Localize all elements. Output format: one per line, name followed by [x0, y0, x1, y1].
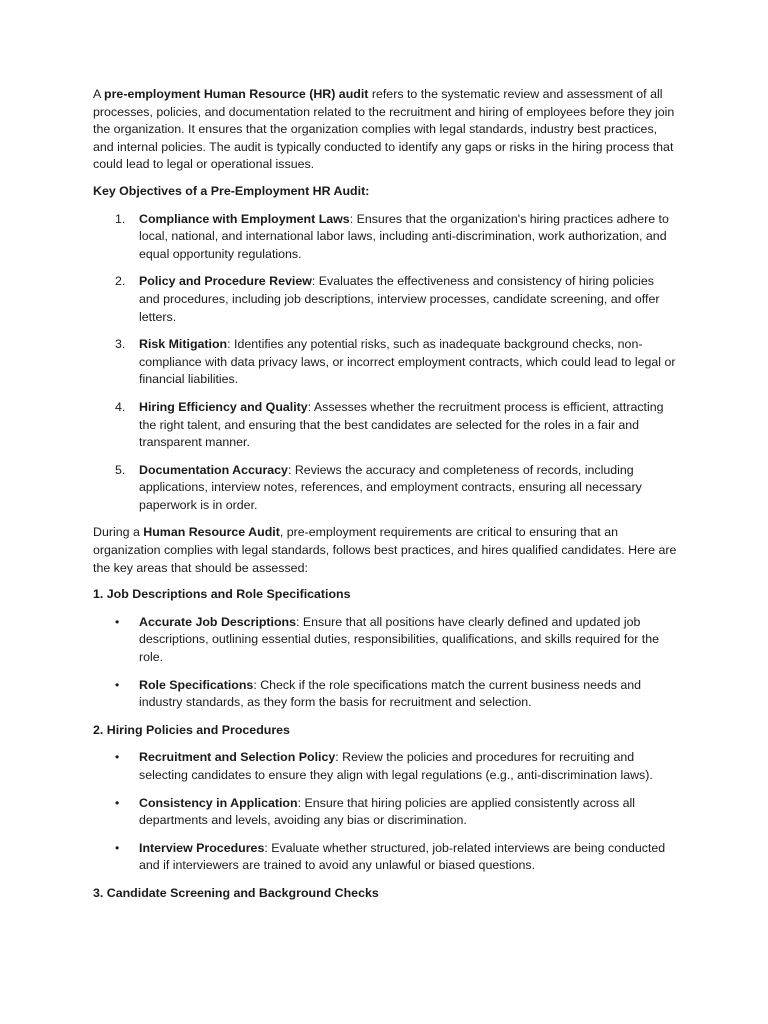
during-prefix: During a — [93, 525, 144, 540]
objectives-heading: Key Objectives of a Pre-Employment HR Audit: — [93, 183, 370, 198]
objective-item — [93, 399, 678, 452]
bullet-desc: : Check if the role specifications match the current business needs and industry standards, as they form the basis for recruitment and selection. — [139, 677, 642, 710]
bullet-item — [93, 840, 678, 875]
bullet-term: Consistency in Application — [139, 795, 298, 810]
list-number: 2. — [115, 274, 126, 289]
bullet-icon: • — [115, 795, 120, 810]
objective-term: Hiring Efficiency and Quality — [139, 399, 308, 414]
objective-item — [93, 336, 678, 389]
bullet-desc: : Ensure that hiring policies are applied consistently across all departments and levels, avoiding any bias or discrimination. — [139, 795, 636, 828]
intro-bold-term: pre-employment Human Resource (HR) audit — [104, 87, 369, 101]
bullet-term: Interview Procedures — [139, 840, 265, 855]
bullet-icon: • — [115, 750, 120, 765]
objective-desc: : Identifies any potential risks, such as inadequate background checks, non-compliance with data privacy laws, or incorrect employment contracts, which could lead to legal or financial liabilities. — [139, 337, 676, 387]
list-number: 5. — [115, 462, 126, 477]
objective-term: Risk Mitigation — [139, 337, 228, 352]
objective-desc: : Assesses whether the recruitment process is efficient, attracting the right talent, and ensuring that the best candidates are selected for the roles in a fair and transparent manner. — [139, 399, 664, 450]
objective-term: Compliance with Employment Laws — [139, 211, 350, 226]
section-heading-2: 2. Hiring Policies and Procedures — [93, 722, 290, 737]
bullet-desc: : Ensure that all positions have clearly defined and updated job descriptions, outlining essential duties, responsibilities, qualifications, and skills required for the role. — [139, 614, 659, 665]
during-bold-term: Human Resource Audit — [143, 525, 280, 540]
objective-item — [93, 462, 678, 515]
bullet-term: Recruitment and Selection Policy — [139, 750, 336, 765]
during-paragraph — [93, 524, 678, 577]
bullet-icon: • — [115, 677, 120, 692]
section-heading-3: 3. Candidate Screening and Background Checks — [93, 885, 379, 900]
bullet-icon: • — [115, 614, 120, 629]
objective-item — [93, 273, 678, 326]
list-number: 3. — [115, 337, 126, 352]
section-heading-1: 1. Job Descriptions and Role Specifications — [93, 587, 351, 602]
objectives-list — [93, 211, 678, 515]
document-body — [93, 86, 678, 913]
during-text: , pre-employment requirements are critical to ensuring that an organization complies with legal standards, follows best practices, and hires qualified candidates. Here are the key areas that should be assessed: — [93, 525, 677, 575]
objective-term: Documentation Accuracy — [139, 462, 288, 477]
section2-list — [93, 749, 678, 875]
intro-paragraph — [93, 86, 678, 174]
bullet-desc: : Evaluate whether structured, job-related interviews are being conducted and if interviewers are trained to avoid any unlawful or biased questions. — [139, 840, 666, 873]
objective-term: Policy and Procedure Review — [139, 274, 312, 289]
objective-desc: : Reviews the accuracy and completeness of records, including applications, interview notes, references, and employment contracts, ensuring all necessary paperwork is in order. — [139, 462, 642, 512]
bullet-item — [93, 614, 678, 667]
bullet-item — [93, 677, 678, 712]
objective-desc: : Ensures that the organization's hiring practices adhere to local, national, and international labor laws, including anti-discrimination, work authorization, and equal opportunity regulations. — [139, 211, 669, 261]
intro-text: refers to the systematic review and assessment of all processes, policies, and documentation related to the recruitment and hiring of employees before they join the organization. It ensures that the organization complies with legal standards, industry best practices, and internal policies. The audit is typically conducted to identify any gaps or risks in the hiring process that could lead to legal or operational issues. — [93, 87, 675, 172]
list-number: 4. — [115, 399, 126, 414]
bullet-icon: • — [115, 840, 120, 855]
bullet-term: Accurate Job Descriptions — [139, 614, 296, 629]
section1-list — [93, 614, 678, 712]
intro-prefix: A — [93, 87, 105, 101]
objective-item — [93, 211, 678, 264]
bullet-desc: : Review the policies and procedures for recruiting and selecting candidates to ensure they align with legal regulations (e.g., anti-discrimination laws). — [139, 750, 653, 782]
bullet-term: Role Specifications — [139, 677, 254, 692]
list-number: 1. — [115, 211, 126, 226]
bullet-item — [93, 795, 678, 830]
objective-desc: : Evaluates the effectiveness and consistency of hiring policies and procedures, including job descriptions, interview processes, candidate screening, and offer letters. — [139, 274, 660, 324]
bullet-item — [93, 749, 678, 784]
